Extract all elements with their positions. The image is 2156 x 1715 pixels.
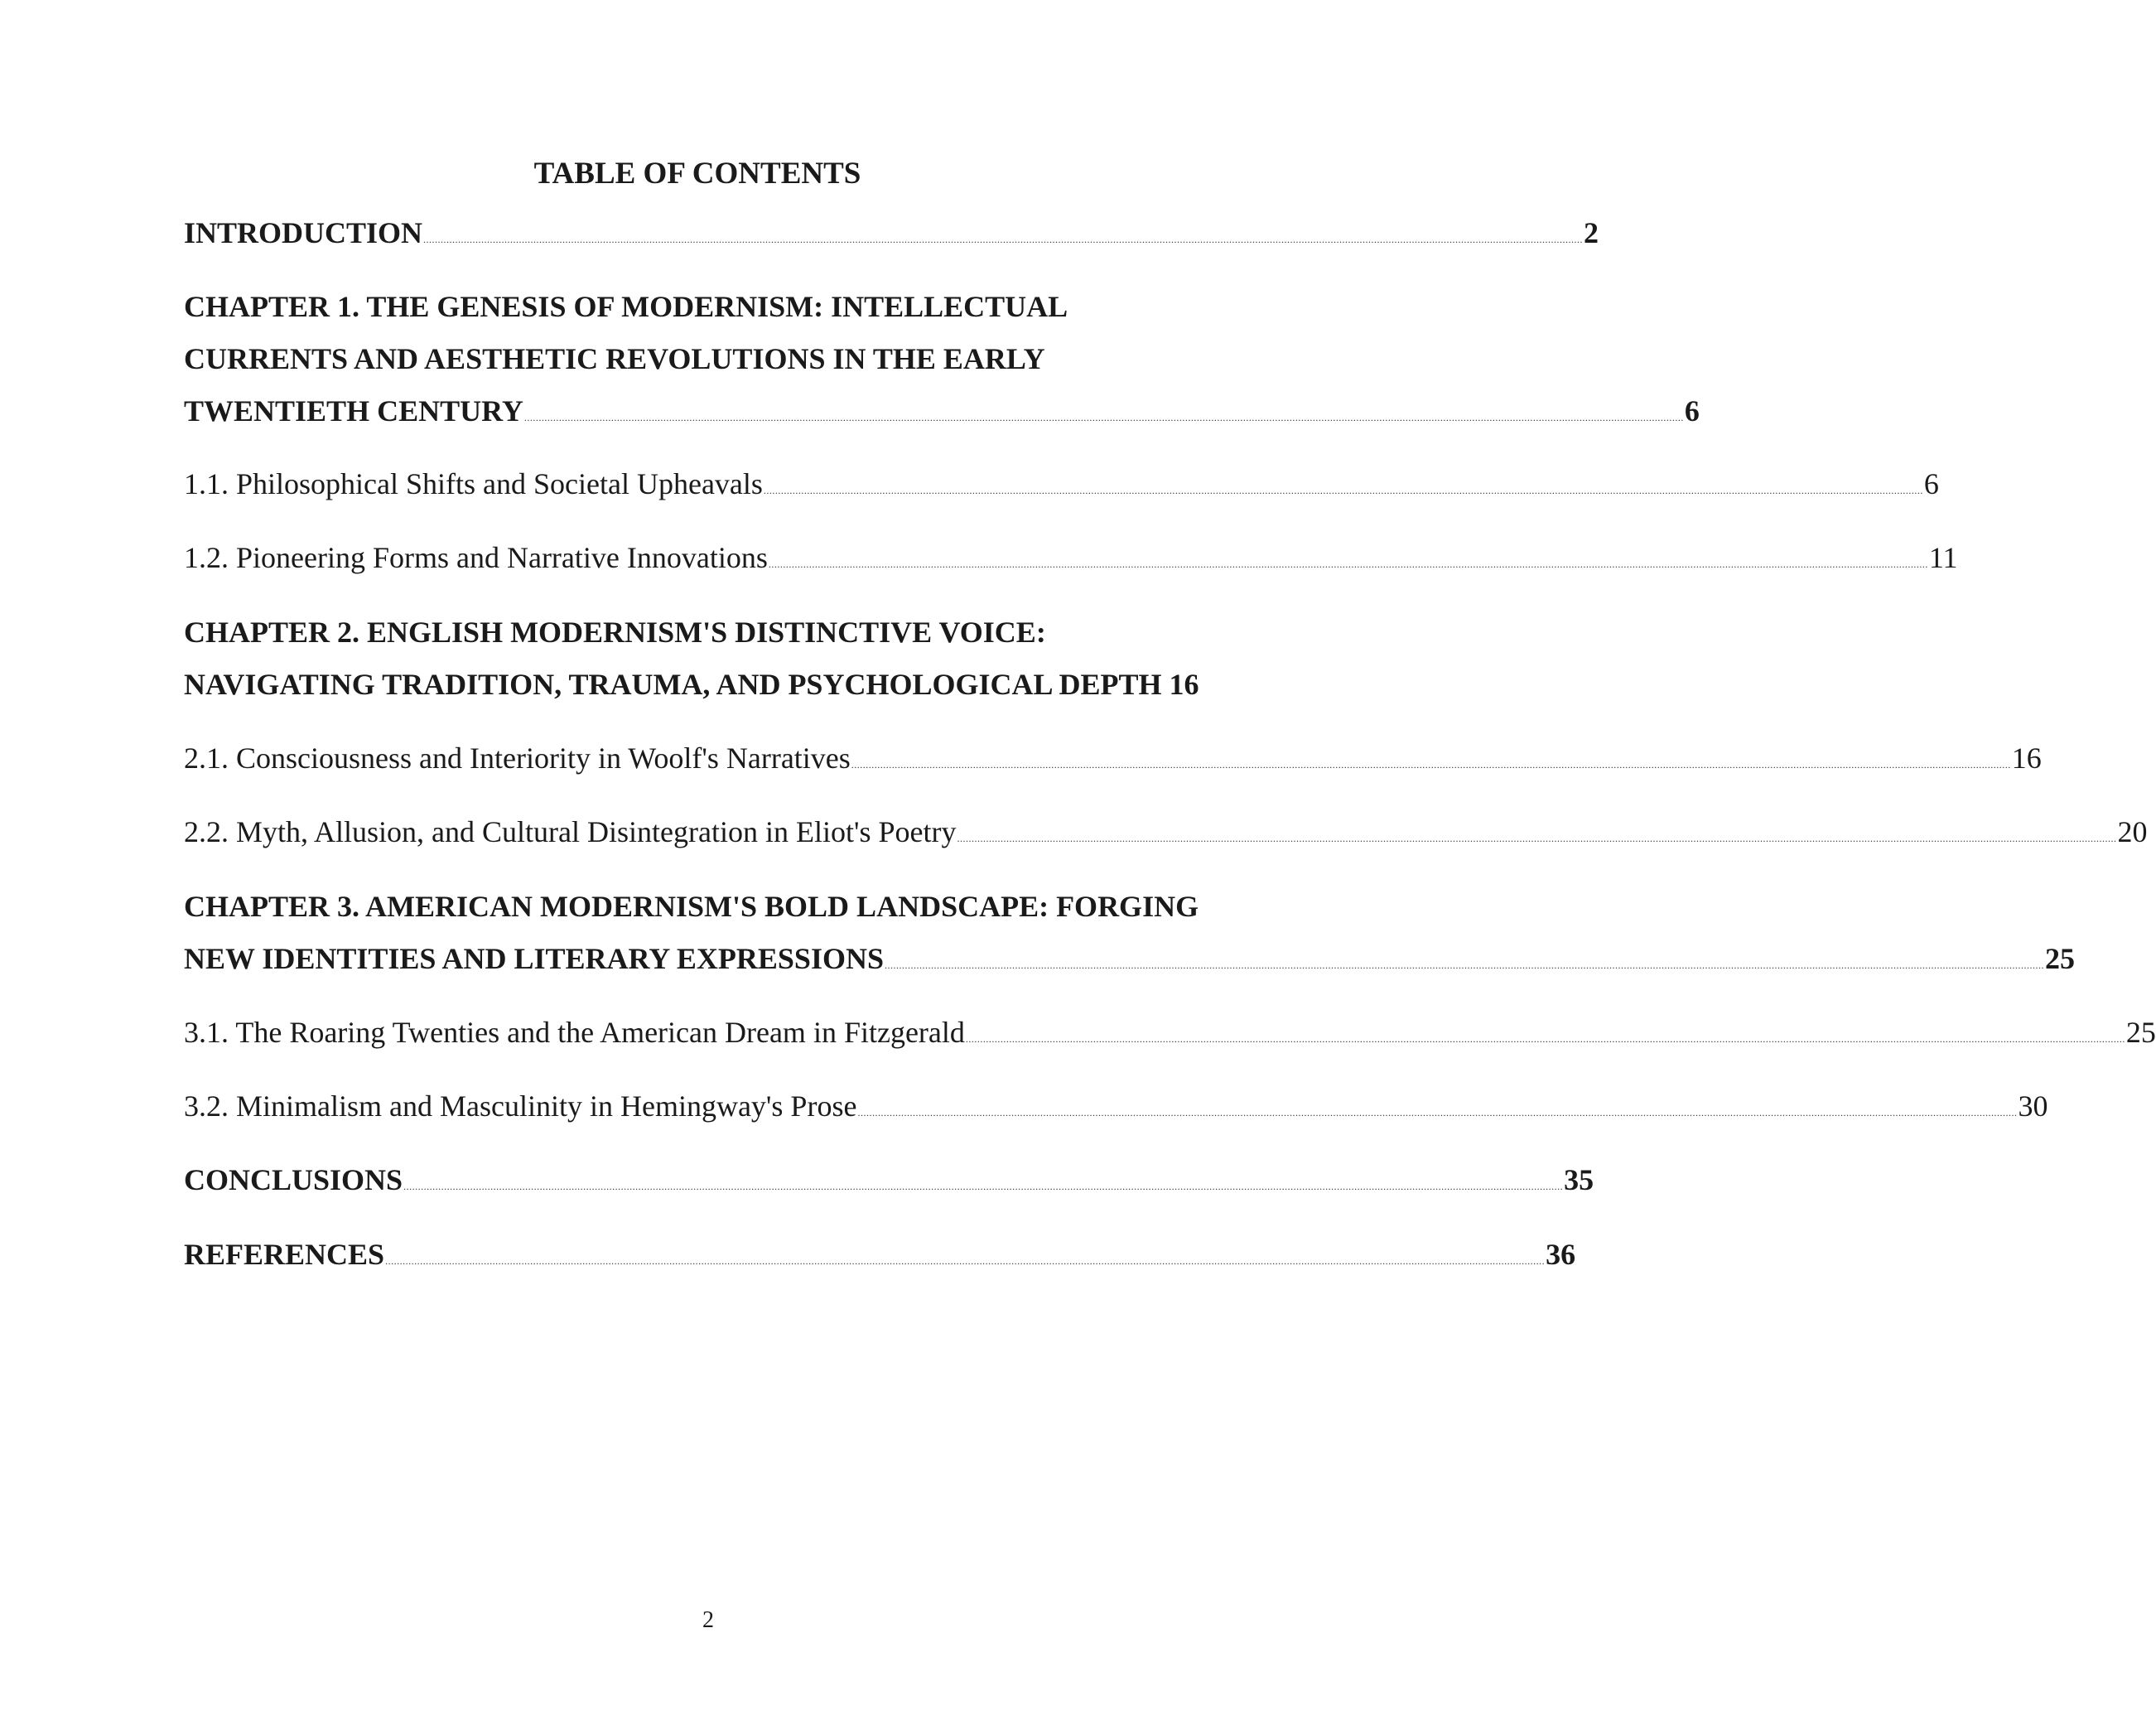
dot-leader: ................................................................................................................................................................................................................................................................................................................................................................................................................ [763, 485, 1923, 496]
toc-page-number: 11 [1928, 541, 1958, 574]
toc-entry-title-line: CHAPTER 3. AMERICAN MODERNISM'S BOLD LANDSCAPE: FORGING [184, 890, 1199, 923]
toc-entry-title: 3.1. The Roaring Twenties and the American Dream in Fitzgerald [184, 1016, 965, 1049]
dot-leader: ................................................................................................................................................................................................................................................................................................................................................................................................................ [523, 412, 1684, 423]
toc-entry-conclusions[interactable] [184, 1154, 1594, 1206]
dot-leader: ................................................................................................................................................................................................................................................................................................................................................................................................................ [965, 1033, 2125, 1045]
toc-page-number: 30 [2018, 1089, 2048, 1123]
toc-page-number: 20 [2117, 815, 2148, 848]
dot-leader: ................................................................................................................................................................................................................................................................................................................................................................................................................ [851, 759, 2011, 771]
toc-entry-title: 2.1. Consciousness and Interiority in Woolf's Narratives [184, 742, 851, 775]
toc-entry-introduction[interactable] [184, 207, 1599, 259]
toc-entry-title-line: CURRENTS AND AESTHETIC REVOLUTIONS IN THE EARLY [184, 342, 1045, 375]
dot-leader: ................................................................................................................................................................................................................................................................................................................................................................................................................ [884, 959, 2044, 971]
dot-leader: ................................................................................................................................................................................................................................................................................................................................................................................................................ [957, 833, 2117, 844]
toc-entry-title-line: NAVIGATING TRADITION, TRAUMA, AND PSYCHOLOGICAL DEPTH 16 [184, 668, 1199, 701]
toc-title: TABLE OF CONTENTS [533, 157, 861, 191]
toc-entry-title: 2.2. Myth, Allusion, and Cultural Disintegration in Eliot's Poetry [184, 815, 957, 848]
toc-entry-chapter-1[interactable] [184, 281, 1700, 437]
toc-entry-chapter-3[interactable] [184, 881, 2075, 985]
toc-entry-title: INTRODUCTION [184, 216, 423, 249]
toc-entry-section-3-1[interactable] [184, 1007, 2156, 1059]
toc-entry-title: 3.2. Minimalism and Masculinity in Hemingway's Prose [184, 1089, 857, 1123]
toc-page-number: 36 [1546, 1238, 1576, 1271]
toc-page-number: 6 [1684, 394, 1700, 428]
toc-entry-section-1-1[interactable] [184, 458, 1939, 510]
toc-entry-title-line: CHAPTER 1. THE GENESIS OF MODERNISM: INTELLECTUAL [184, 290, 1068, 323]
toc-page-number: 16 [2011, 742, 2042, 775]
dot-leader: ................................................................................................................................................................................................................................................................................................................................................................................................................ [768, 558, 1928, 570]
toc-entry-title-line: NEW IDENTITIES AND LITERARY EXPRESSIONS [184, 942, 884, 975]
toc-entry-title: REFERENCES [184, 1238, 385, 1271]
dot-leader: ................................................................................................................................................................................................................................................................................................................................................................................................................ [857, 1107, 2018, 1118]
dot-leader: ................................................................................................................................................................................................................................................................................................................................................................................................................ [403, 1181, 1564, 1192]
toc-page-number: 25 [2044, 942, 2075, 975]
toc-page-number: 25 [2125, 1016, 2156, 1049]
toc-page-number: 2 [1584, 216, 1599, 249]
toc-entry-title-line: CHAPTER 2. ENGLISH MODERNISM'S DISTINCTIVE VOICE: [184, 616, 1046, 649]
toc-page-number: 6 [1923, 467, 1939, 500]
toc-entry-title-line: TWENTIETH CENTURY [184, 394, 523, 428]
toc-entry-section-2-1[interactable] [184, 732, 2042, 785]
toc-entry-title: CONCLUSIONS [184, 1163, 403, 1196]
dot-leader: ................................................................................................................................................................................................................................................................................................................................................................................................................ [385, 1255, 1546, 1267]
page-number-footer: 2 [702, 1607, 714, 1633]
toc-entry-title: 1.2. Pioneering Forms and Narrative Innovations [184, 541, 768, 574]
toc-entry-references[interactable] [184, 1229, 1576, 1281]
toc-entry-chapter-2[interactable] [184, 606, 1229, 711]
toc-entry-section-3-2[interactable] [184, 1080, 2048, 1133]
dot-leader: ................................................................................................................................................................................................................................................................................................................................................................................................................ [423, 234, 1584, 245]
toc-entry-section-2-2[interactable] [184, 806, 2148, 858]
toc-entry-title: 1.1. Philosophical Shifts and Societal Upheavals [184, 467, 763, 500]
toc-entry-section-1-2[interactable] [184, 532, 1958, 584]
toc-page-number: 35 [1564, 1163, 1594, 1196]
